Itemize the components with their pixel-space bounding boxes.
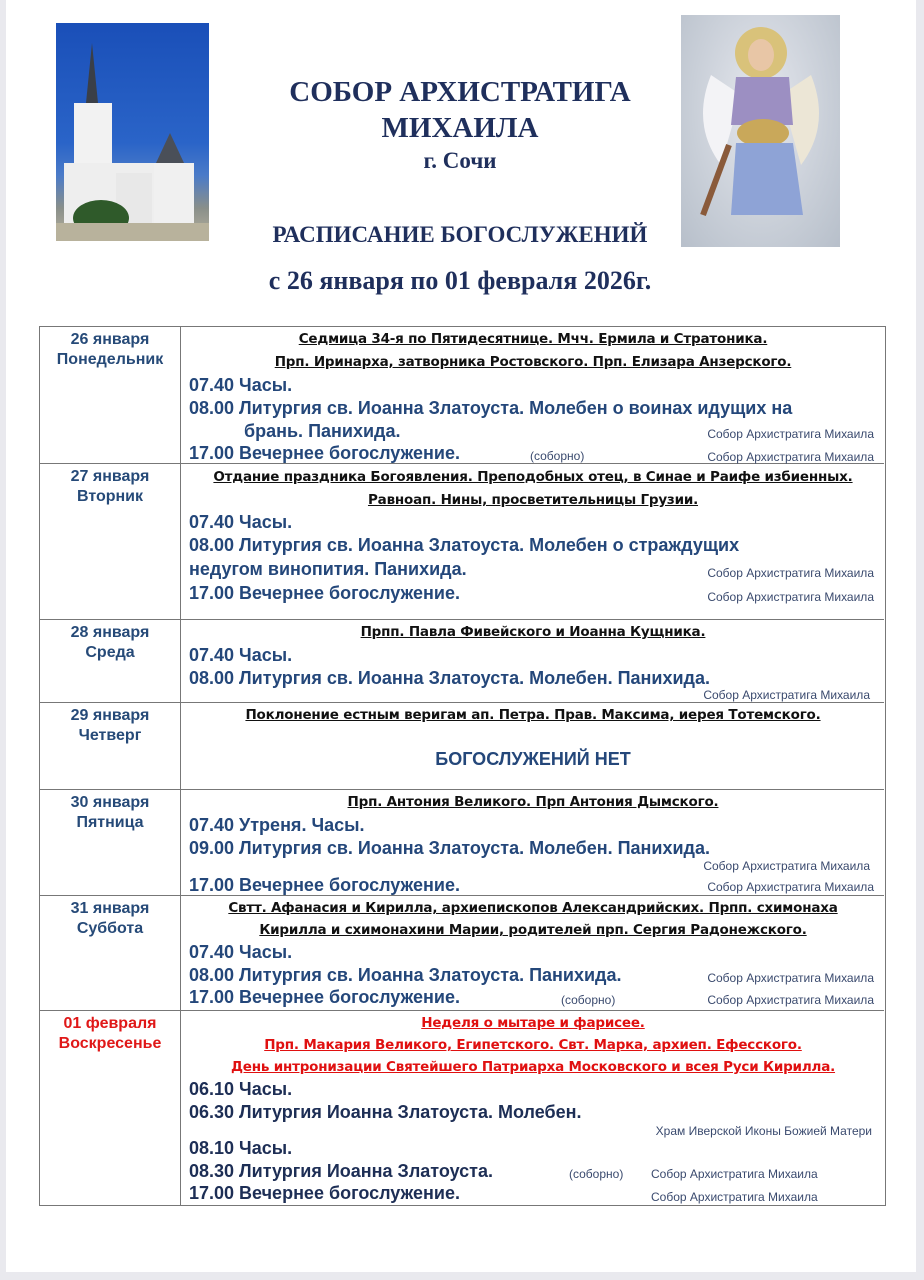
- day-content: [182, 464, 884, 619]
- feast-line: Прп. Антония Великого. Прп Антония Дымского.: [347, 794, 719, 810]
- place-label: Собор Архистратига Михаила: [707, 880, 874, 894]
- day-content: [182, 790, 884, 895]
- feast-line: Прп. Макария Великого, Египетского. Свт. Марка, архиеп. Ефесского.: [264, 1037, 802, 1053]
- service-line: 08.10 Часы.: [189, 1138, 293, 1158]
- feast-line: Прпп. Павла Фивейского и Иоанна Кущника.: [360, 624, 706, 640]
- day-weekday: Пятница: [76, 814, 144, 831]
- place-label: Собор Архистратига Михаила: [707, 450, 874, 464]
- day-date: 31 января: [70, 900, 150, 917]
- day-date: 28 января: [70, 624, 150, 641]
- service-line: 17.00 Вечернее богослужение.: [189, 987, 461, 1007]
- day-row-thursday: [40, 703, 884, 790]
- feast-line: Седмица 34-я по Пятидесятнице. Мчч. Ермила и Стратоника.: [298, 331, 768, 347]
- note-label: (соборно): [561, 993, 616, 1007]
- service-line: 06.30 Литургия Иоанна Златоуста. Молебен.: [189, 1102, 582, 1122]
- service-line: 17.00 Вечернее богослужение.: [189, 1183, 461, 1203]
- no-services-label: БОГОСЛУЖЕНИЙ НЕТ: [435, 749, 631, 769]
- feast-line: Равноап. Нины, просветительницы Грузии.: [367, 492, 699, 508]
- feast-line: Поклонение естным веригам ап. Петра. Прав. Максима, иерея Тотемского.: [245, 707, 821, 723]
- day-content: [182, 620, 884, 702]
- service-line: 17.00 Вечернее богослужение.: [189, 583, 461, 603]
- city-label: г. Сочи: [423, 148, 497, 173]
- day-content: [182, 896, 884, 1010]
- feast-line: День интронизации Святейшего Патриарха Московского и всея Руси Кирилла.: [230, 1059, 836, 1075]
- day-cell: [40, 896, 181, 1010]
- service-line: 08.00 Литургия св. Иоанна Златоуста. Панихида.: [189, 965, 622, 985]
- schedule-title: РАСПИСАНИЕ БОГОСЛУЖЕНИЙ: [272, 222, 648, 247]
- day-row-tuesday: [40, 464, 884, 620]
- day-date: 01 февраля: [63, 1015, 157, 1032]
- day-row-monday: [40, 327, 884, 464]
- service-line: 07.40 Часы.: [189, 512, 293, 532]
- day-date: 30 января: [70, 794, 150, 811]
- place-label: Собор Архистратига Михаила: [703, 859, 870, 873]
- service-line: 08.00 Литургия св. Иоанна Златоуста. Молебен о воинах идущих на: [189, 398, 793, 418]
- day-row-saturday: [40, 896, 884, 1011]
- service-line: 06.10 Часы.: [189, 1079, 293, 1099]
- service-line: 08.00 Литургия св. Иоанна Златоуста. Молебен. Панихида.: [189, 668, 710, 688]
- schedule-table: [39, 326, 886, 1206]
- day-cell: [40, 464, 181, 619]
- service-line: 08.00 Литургия св. Иоанна Златоуста. Молебен о страждущих: [189, 535, 740, 555]
- service-line: брань. Панихида.: [244, 421, 401, 441]
- note-label: (соборно): [530, 449, 585, 463]
- service-line: 07.40 Утреня. Часы.: [189, 815, 365, 835]
- day-weekday: Понедельник: [56, 351, 164, 368]
- feast-line: Кирилла и схимонахини Марии, родителей прп. Сергия Радонежского.: [259, 922, 807, 938]
- place-label: Собор Архистратига Михаила: [651, 1190, 818, 1204]
- day-cell: [40, 703, 181, 789]
- place-label: Собор Архистратига Михаила: [707, 566, 874, 580]
- day-date: 26 января: [70, 331, 150, 348]
- cathedral-title-line1: СОБОР АРХИСТРАТИГА: [289, 76, 631, 108]
- day-weekday: Вторник: [76, 488, 144, 505]
- day-cell: [40, 327, 181, 463]
- day-weekday: Суббота: [76, 920, 144, 937]
- service-line: 17.00 Вечернее богослужение.: [189, 443, 461, 463]
- service-line: 17.00 Вечернее богослужение.: [189, 875, 461, 895]
- feast-line: Неделя о мытаре и фарисее.: [421, 1015, 645, 1031]
- day-weekday: Четверг: [78, 727, 142, 744]
- service-line: 09.00 Литургия св. Иоанна Златоуста. Молебен. Панихида.: [189, 838, 710, 858]
- day-content: [182, 327, 884, 463]
- place-label: Храм Иверской Иконы Божией Матери: [655, 1124, 872, 1138]
- feast-line: Прп. Иринарха, затворника Ростовского. Прп. Елизара Анзерского.: [274, 354, 792, 370]
- day-weekday: Среда: [85, 644, 135, 661]
- place-label: Собор Архистратига Михаила: [707, 993, 874, 1007]
- day-row-wednesday: [40, 620, 884, 703]
- service-line: 07.40 Часы.: [189, 375, 293, 395]
- place-label: Собор Архистратига Михаила: [707, 971, 874, 985]
- service-line: 07.40 Часы.: [189, 645, 293, 665]
- date-range: с 26 января по 01 февраля 2026г.: [268, 266, 652, 295]
- day-date: 27 января: [70, 468, 150, 485]
- day-row-friday: [40, 790, 884, 896]
- feast-line: Свтт. Афанасия и Кирилла, архиепископов Александрийских. Прпп. схимонаха: [228, 900, 838, 916]
- day-cell: [40, 790, 181, 895]
- day-weekday: Воскресенье: [58, 1035, 162, 1052]
- service-line: недугом винопития. Панихида.: [189, 559, 467, 579]
- day-row-sunday: [40, 1011, 884, 1205]
- day-content: [182, 703, 884, 789]
- day-cell: [40, 620, 181, 702]
- place-label: Собор Архистратига Михаила: [707, 427, 874, 441]
- day-content: [182, 1011, 884, 1205]
- place-label: Собор Архистратига Михаила: [703, 688, 870, 702]
- service-line: 07.40 Часы.: [189, 942, 293, 962]
- cathedral-title-line2: МИХАИЛА: [381, 112, 539, 144]
- note-label: (соборно): [569, 1167, 624, 1181]
- service-line: 08.30 Литургия Иоанна Златоуста.: [189, 1161, 493, 1181]
- day-cell: [40, 1011, 181, 1205]
- day-date: 29 января: [70, 707, 150, 724]
- place-label: Собор Архистратига Михаила: [651, 1167, 818, 1181]
- feast-line: Отдание праздника Богоявления. Преподобных отец, в Синае и Раифе избиенных.: [213, 469, 853, 485]
- place-label: Собор Архистратига Михаила: [707, 590, 874, 604]
